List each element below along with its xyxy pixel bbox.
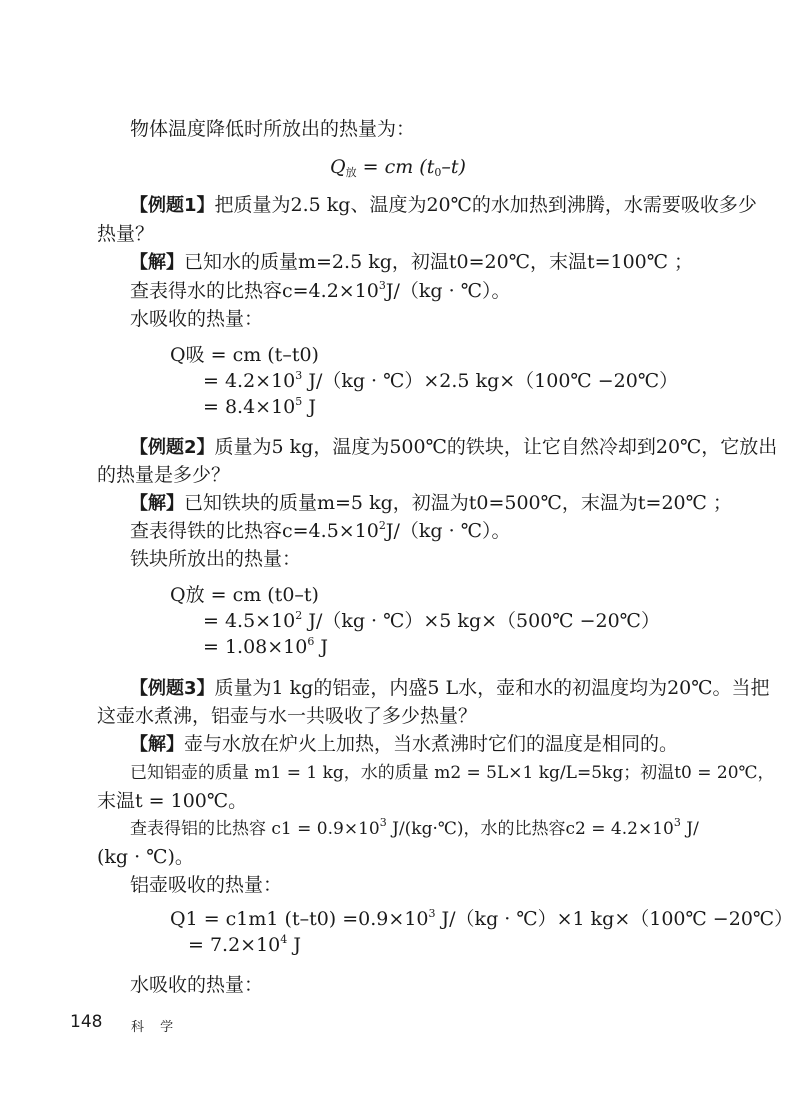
- example1-problem-line2: 热量？: [97, 223, 155, 245]
- example1-label: 【例题1】: [130, 195, 215, 216]
- example2-problem-line1: 【例题2】质量为5 kg，温度为500℃的铁块，让它自然冷却到20℃，它放出: [130, 436, 778, 458]
- subject-label: 科 学: [131, 1020, 180, 1035]
- example3-solution-line4: 查表得铝的比热容 $c1 = 0.9\times 10^3$ J/(kg·℃)，水的比热容$c2 = 4.2\times 10^3$ J/: [130, 816, 699, 839]
- example3-solution-line6: 铝壶吸收的热量：: [130, 874, 283, 896]
- example3-solution-line7: 水吸收的热量：: [130, 974, 264, 996]
- intro-text: 物体温度降低时所放出的热量为：: [130, 118, 416, 140]
- example3-solution-line1: 【解】壶与水放在炉火上加热，当水煮沸时它们的温度是相同的。: [130, 733, 679, 755]
- example1-solution-line3: 水吸收的热量：: [130, 308, 264, 330]
- example3-solution-line3: 末温t = 100℃。: [97, 790, 248, 812]
- example3-equation-line2: = $7.2\times 10^4$ J: [188, 933, 301, 956]
- example2-equation-line2: = $4.5\times 10^2$ J/（kg · ℃）×5 kg×（500℃ −20℃）: [203, 609, 660, 632]
- example1-equation-line1: Q吸 = cm (t–t0): [170, 344, 319, 366]
- example1-equation-line2: = $4.2\times 10^3$ J/（kg · ℃）×2.5 kg×（100℃ −20℃）: [203, 369, 679, 392]
- example1-problem-line1: 【例题1】把质量为2.5 kg、温度为20℃的水加热到沸腾，水需要吸收多少: [130, 194, 757, 216]
- formula-heat-released: $Q_放$ = cm $(t_0-t)$: [330, 156, 466, 179]
- example1-equation-line3: = $8.4\times 10^5$ J: [203, 395, 316, 418]
- example3-equation-line1: Q1 = c1m1 $(t-t0) =0.9\times 10^3$ J/（kg · ℃）×1 kg×（100℃ −20℃）: [170, 907, 794, 930]
- example2-solution-line3: 铁块所放出的热量：: [130, 548, 302, 570]
- example1-solution-line2: 查表得水的比热容$c=4.2\times 10^3J/(kg$ · ℃）。: [130, 279, 511, 302]
- example3-label: 【例题3】: [130, 678, 215, 699]
- example2-equation-line1: Q放 = cm (t0–t): [170, 584, 319, 606]
- example2-solution-line2: 查表得铁的比热容$c=4.5\times 10^2J/(kg$ · ℃）。: [130, 519, 511, 542]
- example3-solution-line2: 已知铝壶的质量 m1 = 1 kg，水的质量 m2 = 5L×1 kg/L=5kg；初温t0 = 20℃，: [130, 763, 775, 783]
- example2-solution-label: 【解】: [130, 493, 184, 514]
- example3-problem-line1: 【例题3】质量为1 kg的铝壶，内盛5 L水，壶和水的初温度均为20℃。当把: [130, 677, 770, 699]
- example3-solution-line5: (kg · ℃)。: [97, 846, 194, 868]
- page-number: 148: [70, 1012, 103, 1032]
- example2-equation-line3: = $1.08\times 10^6$ J: [203, 635, 329, 658]
- example3-solution-label: 【解】: [130, 734, 184, 755]
- example2-label: 【例题2】: [130, 437, 215, 458]
- example2-solution-line1: 【解】已知铁块的质量m=5 kg，初温为t0=500℃，末温为t=20℃ ；: [130, 492, 732, 514]
- example1-solution-line1: 【解】已知水的质量m=2.5 kg，初温t0=20℃，末温t=100℃ ；: [130, 251, 694, 273]
- example1-solution-label: 【解】: [130, 252, 184, 273]
- example3-problem-line2: 这壶水煮沸，铝壶与水一共吸收了多少热量？: [97, 705, 478, 727]
- example2-problem-line2: 的热量是多少？: [97, 464, 231, 486]
